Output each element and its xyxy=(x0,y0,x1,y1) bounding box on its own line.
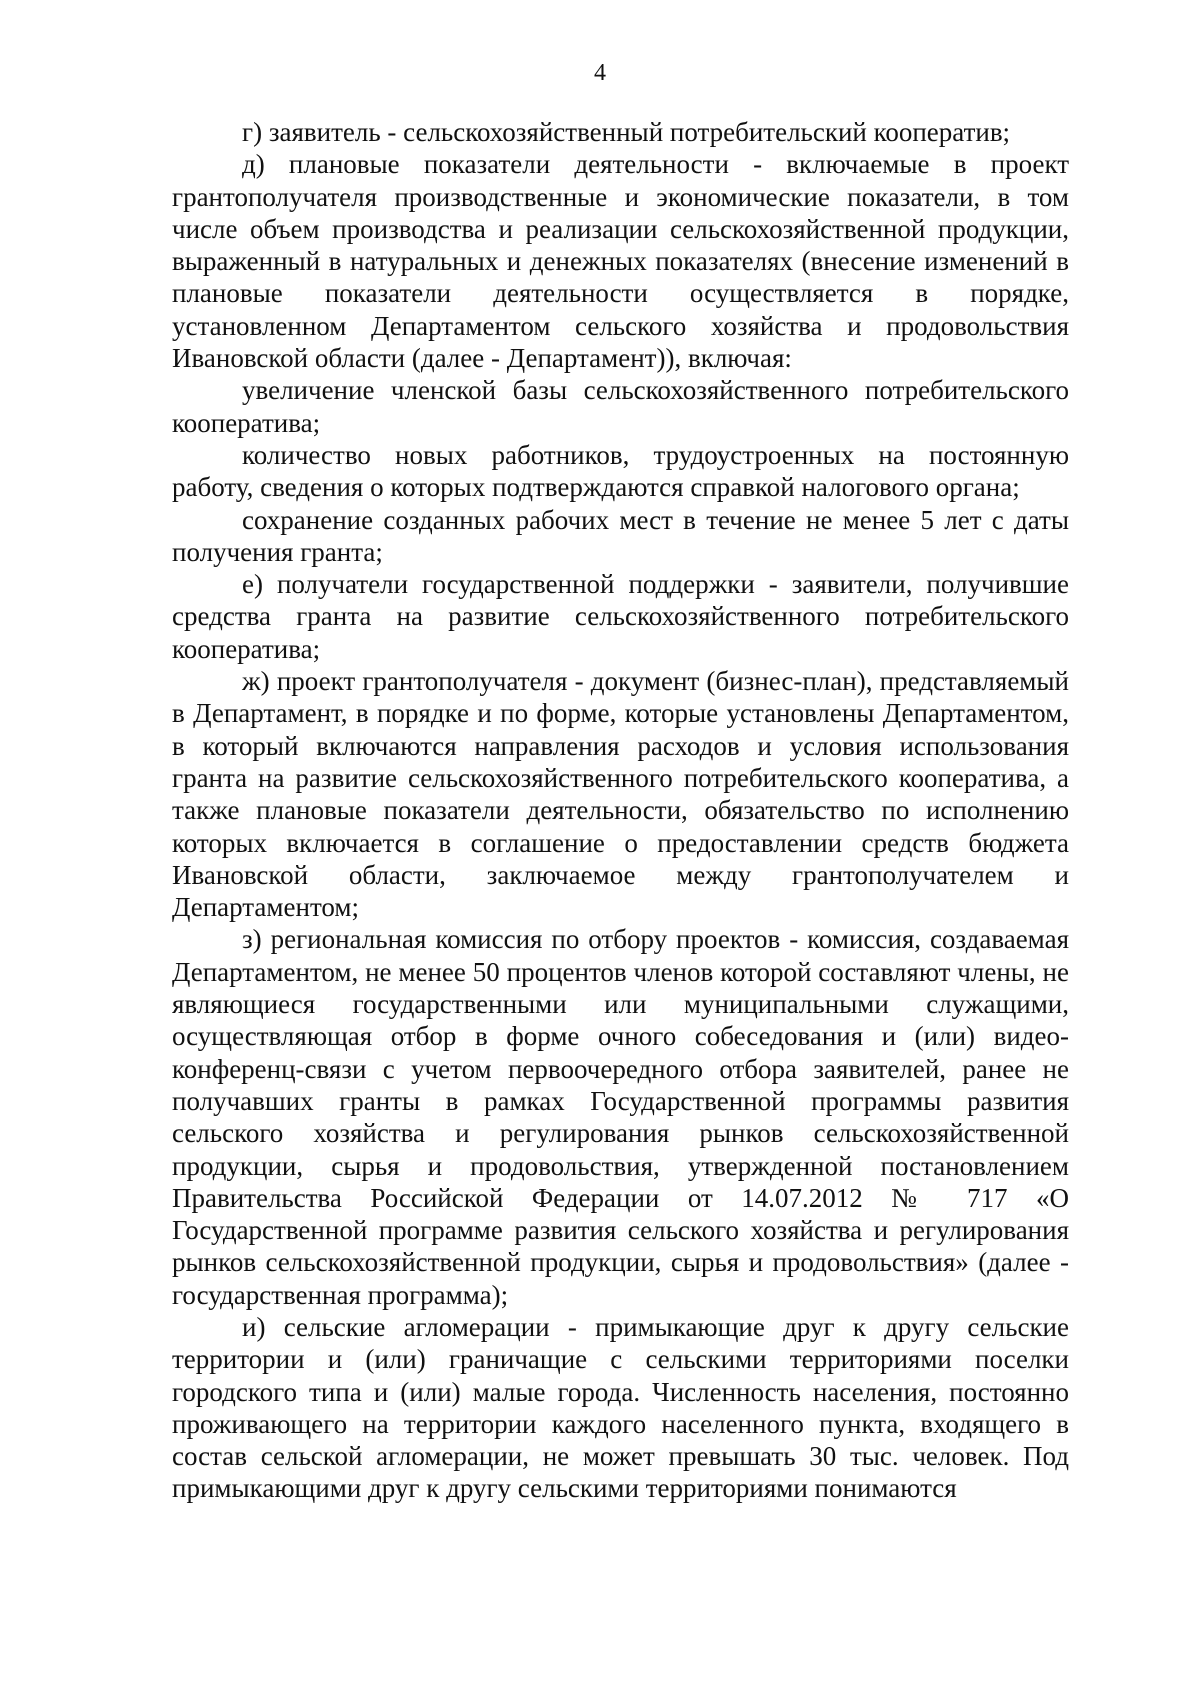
paragraph-i-rural-agglomerations: и) сельские агломерации - примыкающие друг к другу сельские территории и (или) граничащие с сельскими территориями поселки городского типа и (или) малые города. Численность населения, постоянно проживающего на территории каждого населенного пункта, входящего в состав сельской агломерации, не может превышать 30 тыс. человек. Под примыкающими друг к другу сельскими территориями понимаются xyxy=(172,1311,1069,1504)
paragraph-jobs-retention: сохранение созданных рабочих мест в течение не менее 5 лет с даты получения гранта; xyxy=(172,504,1069,567)
paragraph-new-employees: количество новых работников, трудоустроенных на постоянную работу, сведения о которых подтверждаются справкой налогового органа; xyxy=(172,439,1069,503)
document-body xyxy=(172,116,1069,1505)
paragraph-zh-grant-project: ж) проект грантополучателя - документ (бизнес-план), представляемый в Департамент, в порядке и по форме, которые установлены Департаментом, в который включаются направления расходов и условия использования гранта на развитие сельскохозяйственного потребительского кооператива, а также плановые показатели деятельности, обязательство по исполнению которых включается в соглашение о предоставлении средств бюджета Ивановской области, заключаемое между грантополучателем и Департаментом; xyxy=(172,666,1069,923)
page-number: 4 xyxy=(594,60,606,86)
paragraph-membership-growth: увеличение членской базы сельскохозяйственного потребительского кооператива; xyxy=(172,375,1069,438)
paragraph-g-applicant: г) заявитель - сельскохозяйственный потребительский кооператив; xyxy=(242,117,1011,147)
paragraph-z-regional-commission: з) региональная комиссия по отбору проектов - комиссия, создаваемая Департаментом, не менее 50 процентов членов которой составляют члены, не являющиеся государственными или муниципальными служащими, осуществляющая отбор в форме очного собеседования и (или) видео-конференц-связи с учетом первоочередного отбора заявителей, ранее не получавших гранты в рамках Государственной программы развития сельского хозяйства и регулирования рынков сельскохозяйственной продукции, сырья и продовольствия, утвержденной постановлением Правительства Российской Федерации от 14.07.2012 № 717 «О Государственной программе развития сельского хозяйства и регулирования рынков сельскохозяйственной продукции, сырья и продовольствия» (далее - государственная программа); xyxy=(172,924,1069,1310)
paragraph-d-planned-indicators: д) плановые показатели деятельности - включаемые в проект грантополучателя производственные и экономические показатели, в том числе объем производства и реализации сельскохозяйственной продукции, выраженный в натуральных и денежных показателях (внесение изменений в плановые показатели деятельности осуществляется в порядке, установленном Департаментом сельского хозяйства и продовольствия Ивановской области (далее - Департамент)), включая: xyxy=(172,149,1069,374)
paragraph-e-recipients: е) получатели государственной поддержки - заявители, получившие средства гранта на развитие сельскохозяйственного потребительского кооператива; xyxy=(172,569,1069,664)
